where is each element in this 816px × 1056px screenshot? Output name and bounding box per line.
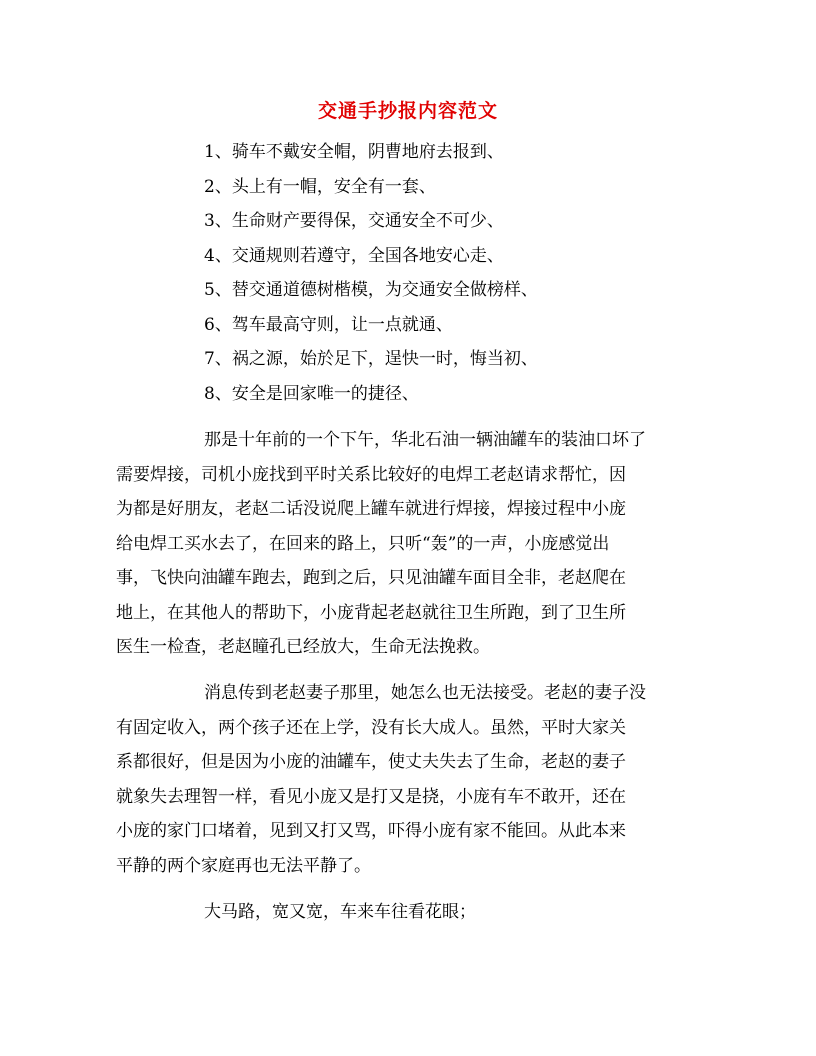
paragraph-line: 系都很好，但是因为小庞的油罐车，使丈夫失去了生命，老赵的妻子 — [116, 752, 626, 772]
list-item: 1、骑车不戴安全帽，阴曹地府去报到、 — [204, 142, 504, 162]
paragraph-line: 医生一检查，老赵瞳孔已经放大，生命无法挽救。 — [116, 637, 490, 657]
paragraph-line: 那是十年前的一个下午，华北石油一辆油罐车的装油口坏了 — [204, 430, 646, 450]
list-item: 5、替交通道德树楷模，为交通安全做榜样、 — [204, 280, 538, 300]
list-item: 3、生命财产要得保，交通安全不可少、 — [204, 211, 504, 231]
paragraph-line: 事，飞快向油罐车跑去，跑到之后，只见油罐车面目全非，老赵爬在 — [116, 568, 626, 588]
list-item: 8、安全是回家唯一的捷径、 — [204, 383, 419, 404]
paragraph-line: 需要焊接，司机小庞找到平时关系比较好的电焊工老赵请求帮忙，因 — [116, 464, 626, 485]
list-item: 4、交通规则若遵守，全国各地安心走、 — [204, 245, 504, 266]
document-title: 交通手抄报内容范文 — [317, 100, 498, 122]
paragraph-line: 有固定收入，两个孩子还在上学，没有长大成人。虽然，平时大家关 — [116, 717, 626, 738]
paragraph-line: 就象失去理智一样，看见小庞又是打又是挠，小庞有车不敢开，还在 — [116, 786, 626, 807]
paragraph-rhyme — [204, 895, 684, 930]
list-item: 6、驾车最高守则，让一点就通、 — [204, 314, 453, 335]
paragraph-line: 小庞的家门口堵着，见到又打又骂，吓得小庞有家不能回。从此本来 — [116, 821, 626, 841]
slogan-list — [204, 138, 538, 414]
paragraph-line: 地上，在其他人的帮助下，小庞背起老赵就往卫生所跑，到了卫生所 — [116, 602, 626, 623]
paragraph-line: 平静的两个家庭再也无法平静了。 — [116, 855, 371, 876]
paragraph-line: 大马路，宽又宽，车来车往看花眼； — [204, 902, 476, 922]
paragraph-line: 消息传到老赵妻子那里，她怎么也无法接受。老赵的妻子没 — [204, 683, 646, 703]
list-item: 7、祸之源，始於足下，逞快一时，悔当初、 — [204, 349, 538, 369]
paragraph-line: 给电焊工买水去了，在回来的路上，只听“轰”的一声，小庞感觉出 — [116, 533, 610, 554]
paragraph-line: 为都是好朋友，老赵二话没说爬上罐车就进行焊接，焊接过程中小庞 — [116, 499, 626, 519]
paragraph-story-aftermath — [116, 676, 684, 883]
list-item: 2、头上有一帽，安全有一套、 — [204, 176, 436, 197]
paragraph-story-accident — [116, 423, 684, 665]
